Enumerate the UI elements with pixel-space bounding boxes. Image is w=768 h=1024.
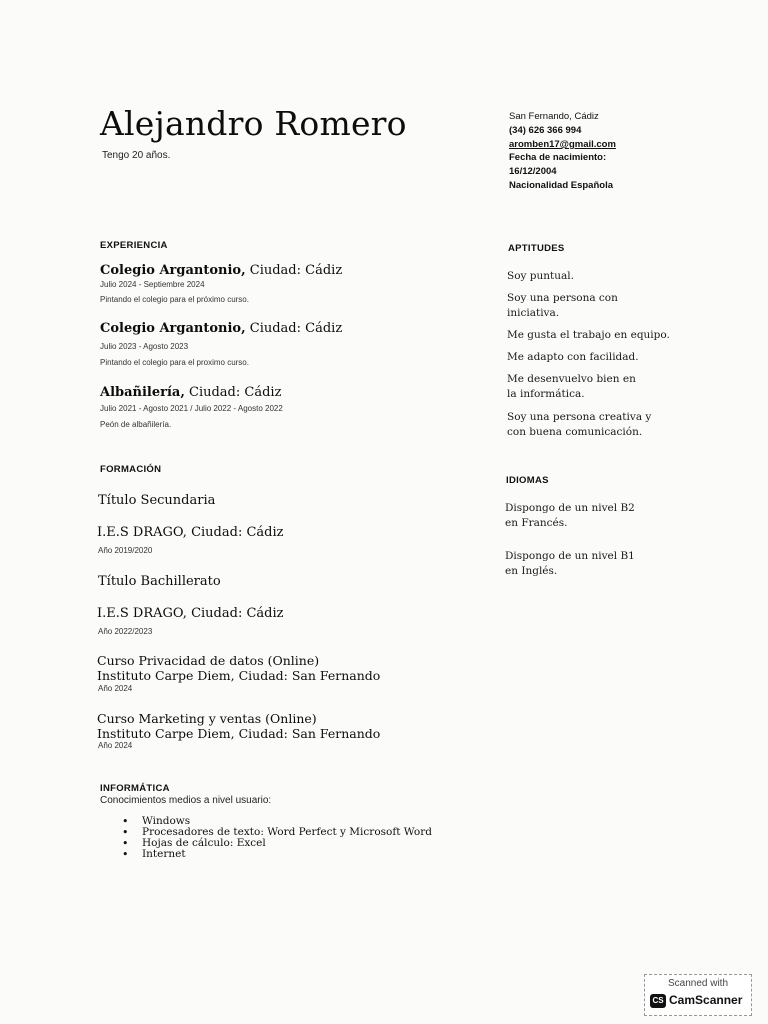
course-center: Instituto Carpe Diem, Ciudad: San Fernando [97, 668, 381, 683]
list-item: • Procesadores de texto: Word Perfect y Microsoft Word [122, 827, 432, 838]
language-item: Dispongo de un nivel B1 en Inglés. [505, 550, 635, 577]
aptitude-item: Soy una persona con iniciativa. [507, 292, 618, 319]
aptitude-item: Soy puntual. [507, 270, 574, 282]
camscanner-brand: CamScanner [669, 993, 743, 1007]
scanned-with-label: Scanned with [667, 978, 729, 989]
list-item: • Hojas de cálculo: Excel [122, 838, 432, 849]
contact-phone: (34) 626 366 994 [509, 125, 582, 136]
job-city: Ciudad: Cádiz [184, 385, 282, 400]
job-title [100, 321, 342, 336]
nationality: Nacionalidad Española [509, 180, 613, 191]
idiomas-heading: IDIOMAS [506, 475, 549, 486]
school-year: Año 2019/2020 [98, 546, 153, 555]
job-place: Colegio Argantonio, [100, 263, 246, 278]
job-city: Ciudad: Cádiz [245, 263, 343, 278]
birth-date: 16/12/2004 [509, 166, 557, 177]
job-place: Colegio Argantonio, [100, 321, 246, 336]
job-description: Pintando el colegio para el proximo curso. [100, 358, 249, 367]
job-dates: Julio 2021 - Agosto 2021 / Julio 2022 - Agosto 2022 [100, 404, 283, 413]
job-title [100, 385, 281, 400]
experiencia-heading: EXPERIENCIA [100, 240, 168, 251]
birth-label: Fecha de nacimiento: [509, 152, 607, 163]
course-center: Instituto Carpe Diem, Ciudad: San Fernando [97, 726, 381, 741]
job-dates: Julio 2024 - Septiembre 2024 [100, 280, 205, 289]
school-line: I.E.S DRAGO, Ciudad: Cádiz [97, 606, 284, 621]
job-place: Albañilería, [100, 385, 185, 400]
formacion-heading: FORMACIÓN [100, 464, 162, 475]
contact-email[interactable]: aromben17@gmail.com [509, 139, 616, 150]
course-title: Curso Privacidad de datos (Online) [97, 653, 320, 668]
language-item: Dispongo de un nivel B2 en Francés. [505, 502, 635, 529]
job-dates: Julio 2023 - Agosto 2023 [100, 342, 189, 351]
candidate-name: Alejandro Romero [100, 104, 407, 143]
camscanner-logo-icon: CS [650, 994, 666, 1008]
aptitude-item: Soy una persona creativa y con buena comunicación. [507, 411, 652, 438]
informatica-list [122, 816, 432, 860]
camscanner-badge [644, 974, 752, 1016]
age-line: Tengo 20 años. [102, 150, 171, 161]
course-title: Curso Marketing y ventas (Online) [97, 711, 317, 726]
school-line: I.E.S DRAGO, Ciudad: Cádiz [97, 525, 284, 540]
course-year: Año 2024 [98, 684, 133, 693]
job-city: Ciudad: Cádiz [245, 321, 343, 336]
contact-city: San Fernando, Cádiz [509, 111, 599, 122]
informatica-heading: INFORMÁTICA [100, 783, 170, 794]
informatica-intro: Conocimientos medios a nivel usuario: [100, 795, 272, 806]
aptitude-item: Me gusta el trabajo en equipo. [507, 329, 670, 341]
job-description: Pintando el colegio para el próximo curso. [100, 295, 249, 304]
school-year: Año 2022/2023 [98, 627, 153, 636]
job-title [100, 263, 342, 278]
course-year: Año 2024 [98, 741, 133, 750]
list-item: • Internet [122, 849, 432, 860]
aptitude-item: Me desenvuelvo bien en la informática. [507, 373, 636, 400]
degree-title: Título Bachillerato [98, 574, 221, 589]
aptitude-item: Me adapto con facilidad. [507, 351, 639, 363]
job-description: Peón de albañilería. [100, 420, 172, 429]
list-item: • Windows [122, 816, 432, 827]
aptitudes-heading: APTITUDES [508, 243, 565, 254]
degree-title: Título Secundaria [98, 493, 216, 508]
